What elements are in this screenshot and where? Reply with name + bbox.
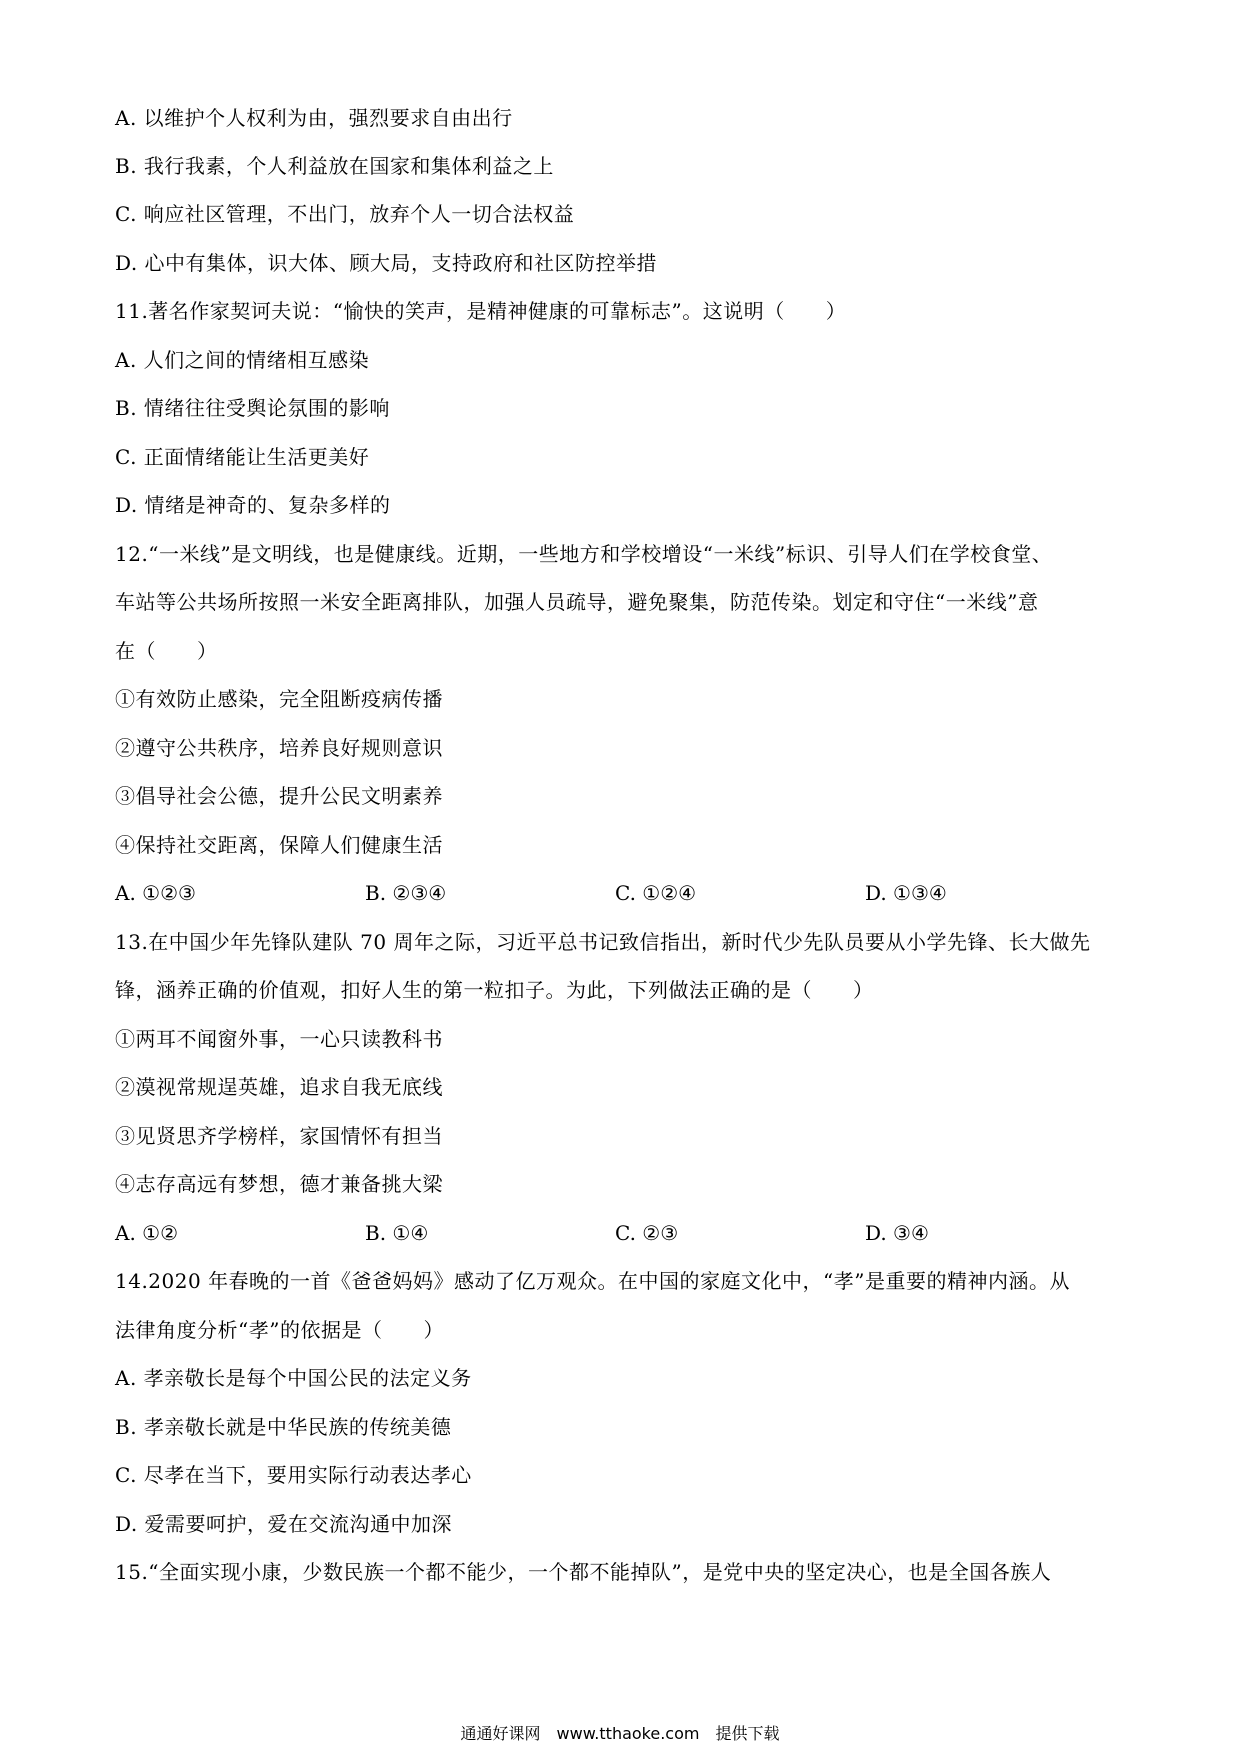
q12-choice-a: A. ①②③ xyxy=(115,881,196,905)
q14-stem-line-2: 法律角度分析“孝”的依据是（ ） xyxy=(115,1318,444,1342)
q13-choice-b: B. ①④ xyxy=(365,1221,429,1245)
q15-stem-line-1: 15.“全面实现小康，少数民族一个都不能少，一个都不能掉队”，是党中央的坚定决心，也是全国各族人 xyxy=(115,1560,1052,1584)
q10-option-b: B. 我行我素，个人利益放在国家和集体利益之上 xyxy=(115,154,554,178)
q14-stem-line-1: 14.2020 年春晚的一首《爸爸妈妈》感动了亿万观众。在中国的家庭文化中，“孝”是重要的精神内涵。从 xyxy=(115,1269,1071,1293)
q13-item-3: ③见贤思齐学榜样，家国情怀有担当 xyxy=(115,1124,443,1148)
q11-option-c: C. 正面情绪能让生活更美好 xyxy=(115,445,370,469)
q11-option-d: D. 情绪是神奇的、复杂多样的 xyxy=(115,493,391,517)
q12-item-4: ④保持社交距离，保障人们健康生活 xyxy=(115,833,443,857)
q12-item-3: ③倡导社会公德，提升公民文明素养 xyxy=(115,784,443,808)
q11-stem: 11.著名作家契诃夫说：“愉快的笑声，是精神健康的可靠标志”。这说明（ ） xyxy=(115,299,847,323)
q10-option-d: D. 心中有集体，识大体、顾大局，支持政府和社区防控举措 xyxy=(115,251,658,275)
q13-item-2: ②漠视常规逞英雄，追求自我无底线 xyxy=(115,1075,443,1099)
q12-choice-c: C. ①②④ xyxy=(615,881,697,905)
q10-option-a: A. 以维护个人权利为由，强烈要求自由出行 xyxy=(115,106,513,130)
q12-stem-line-3: 在（ ） xyxy=(115,639,218,663)
q12-choice-d: D. ①③④ xyxy=(865,881,947,905)
q13-stem-line-1: 13.在中国少年先锋队建队 70 周年之际，习近平总书记致信指出，新时代少先队员要从小学先锋、长大做先 xyxy=(115,930,1091,954)
q10-option-c: C. 响应社区管理，不出门，放弃个人一切合法权益 xyxy=(115,202,575,226)
q12-stem-line-2: 车站等公共场所按照一米安全距离排队，加强人员疏导，避免聚集，防范传染。划定和守住“一米线”意 xyxy=(115,590,1039,614)
q11-option-a: A. 人们之间的情绪相互感染 xyxy=(115,348,370,372)
q13-stem-line-2: 锋，涵养正确的价值观，扣好人生的第一粒扣子。为此，下列做法正确的是（ ） xyxy=(115,978,874,1002)
q14-option-c: C. 尽孝在当下，要用实际行动表达孝心 xyxy=(115,1463,472,1487)
q13-item-4: ④志存高远有梦想，德才兼备挑大梁 xyxy=(115,1172,443,1196)
q12-stem-line-1: 12.“一米线”是文明线，也是健康线。近期，一些地方和学校增设“一米线”标识、引导人们在学校食堂、 xyxy=(115,542,1053,566)
q12-choice-b: B. ②③④ xyxy=(365,881,447,905)
q12-item-1: ①有效防止感染，完全阻断疫病传播 xyxy=(115,687,443,711)
q13-choice-a: A. ①② xyxy=(115,1221,179,1245)
q13-choice-d: D. ③④ xyxy=(865,1221,929,1245)
q14-option-b: B. 孝亲敬长就是中华民族的传统美德 xyxy=(115,1415,452,1439)
q13-item-1: ①两耳不闻窗外事，一心只读教科书 xyxy=(115,1027,443,1051)
page-footer: 通通好课网 www.tthaoke.com 提供下载 xyxy=(460,1724,780,1743)
q13-choice-c: C. ②③ xyxy=(615,1221,679,1245)
q12-item-2: ②遵守公共秩序，培养良好规则意识 xyxy=(115,736,443,760)
q11-option-b: B. 情绪往往受舆论氛围的影响 xyxy=(115,396,390,420)
q14-option-d: D. 爱需要呵护，爱在交流沟通中加深 xyxy=(115,1512,453,1536)
q14-option-a: A. 孝亲敬长是每个中国公民的法定义务 xyxy=(115,1366,472,1390)
